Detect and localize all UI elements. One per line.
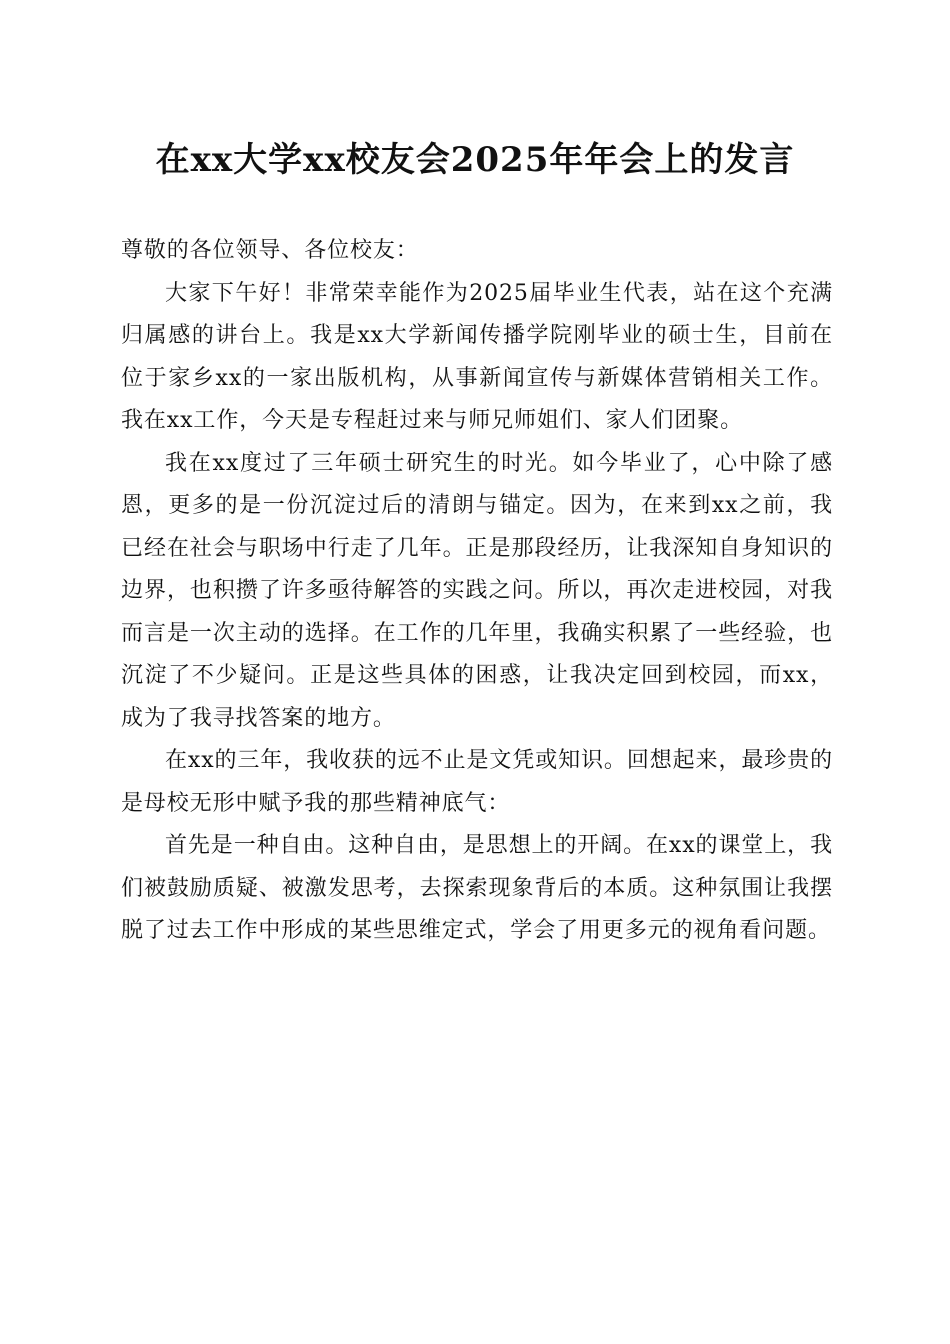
paragraph-background: 我在xx度过了三年硕士研究生的时光。如今毕业了，心中除了感恩，更多的是一份沉淀过后的清朗与锚定。因为，在来到xx之前，我已经在社会与职场中行走了几年。正是那段经历，让我深知自身知识的边界，也积攒了许多亟待解答的实践之问。所以，再次走进校园，对我而言是一次主动的选择。在工作的几年里，我确实积累了一些经验，也沉淀了不少疑问。正是这些具体的困惑，让我决定回到校园，而xx，成为了我寻找答案的地方。 — [121, 450, 833, 731]
paragraph-gains: 在xx的三年，我收获的远不止是文凭或知识。回想起来，最珍贵的是母校无形中赋予我的那些精神底气： — [121, 748, 833, 816]
paragraph-greeting: 大家下午好！非常荣幸能作为2025届毕业生代表，站在这个充满归属感的讲台上。我是xx大学新闻传播学院刚毕业的硕士生，目前在位于家乡xx的一家出版机构，从事新闻宣传与新媒体营销相关工作。我在xx工作，今天是专程赶过来与师兄师姐们、家人们团聚。 — [121, 280, 833, 433]
salutation: 尊敬的各位领导、各位校友： — [121, 238, 419, 263]
document-body — [121, 230, 833, 953]
document-title: 在xx大学xx校友会2025年年会上的发言 — [155, 140, 795, 180]
paragraph-freedom: 首先是一种自由。这种自由，是思想上的开阔。在xx的课堂上，我们被鼓励质疑、被激发思考，去探索现象背后的本质。这种氛围让我摆脱了过去工作中形成的某些思维定式，学会了用更多元的视角看问题。 — [121, 833, 833, 943]
